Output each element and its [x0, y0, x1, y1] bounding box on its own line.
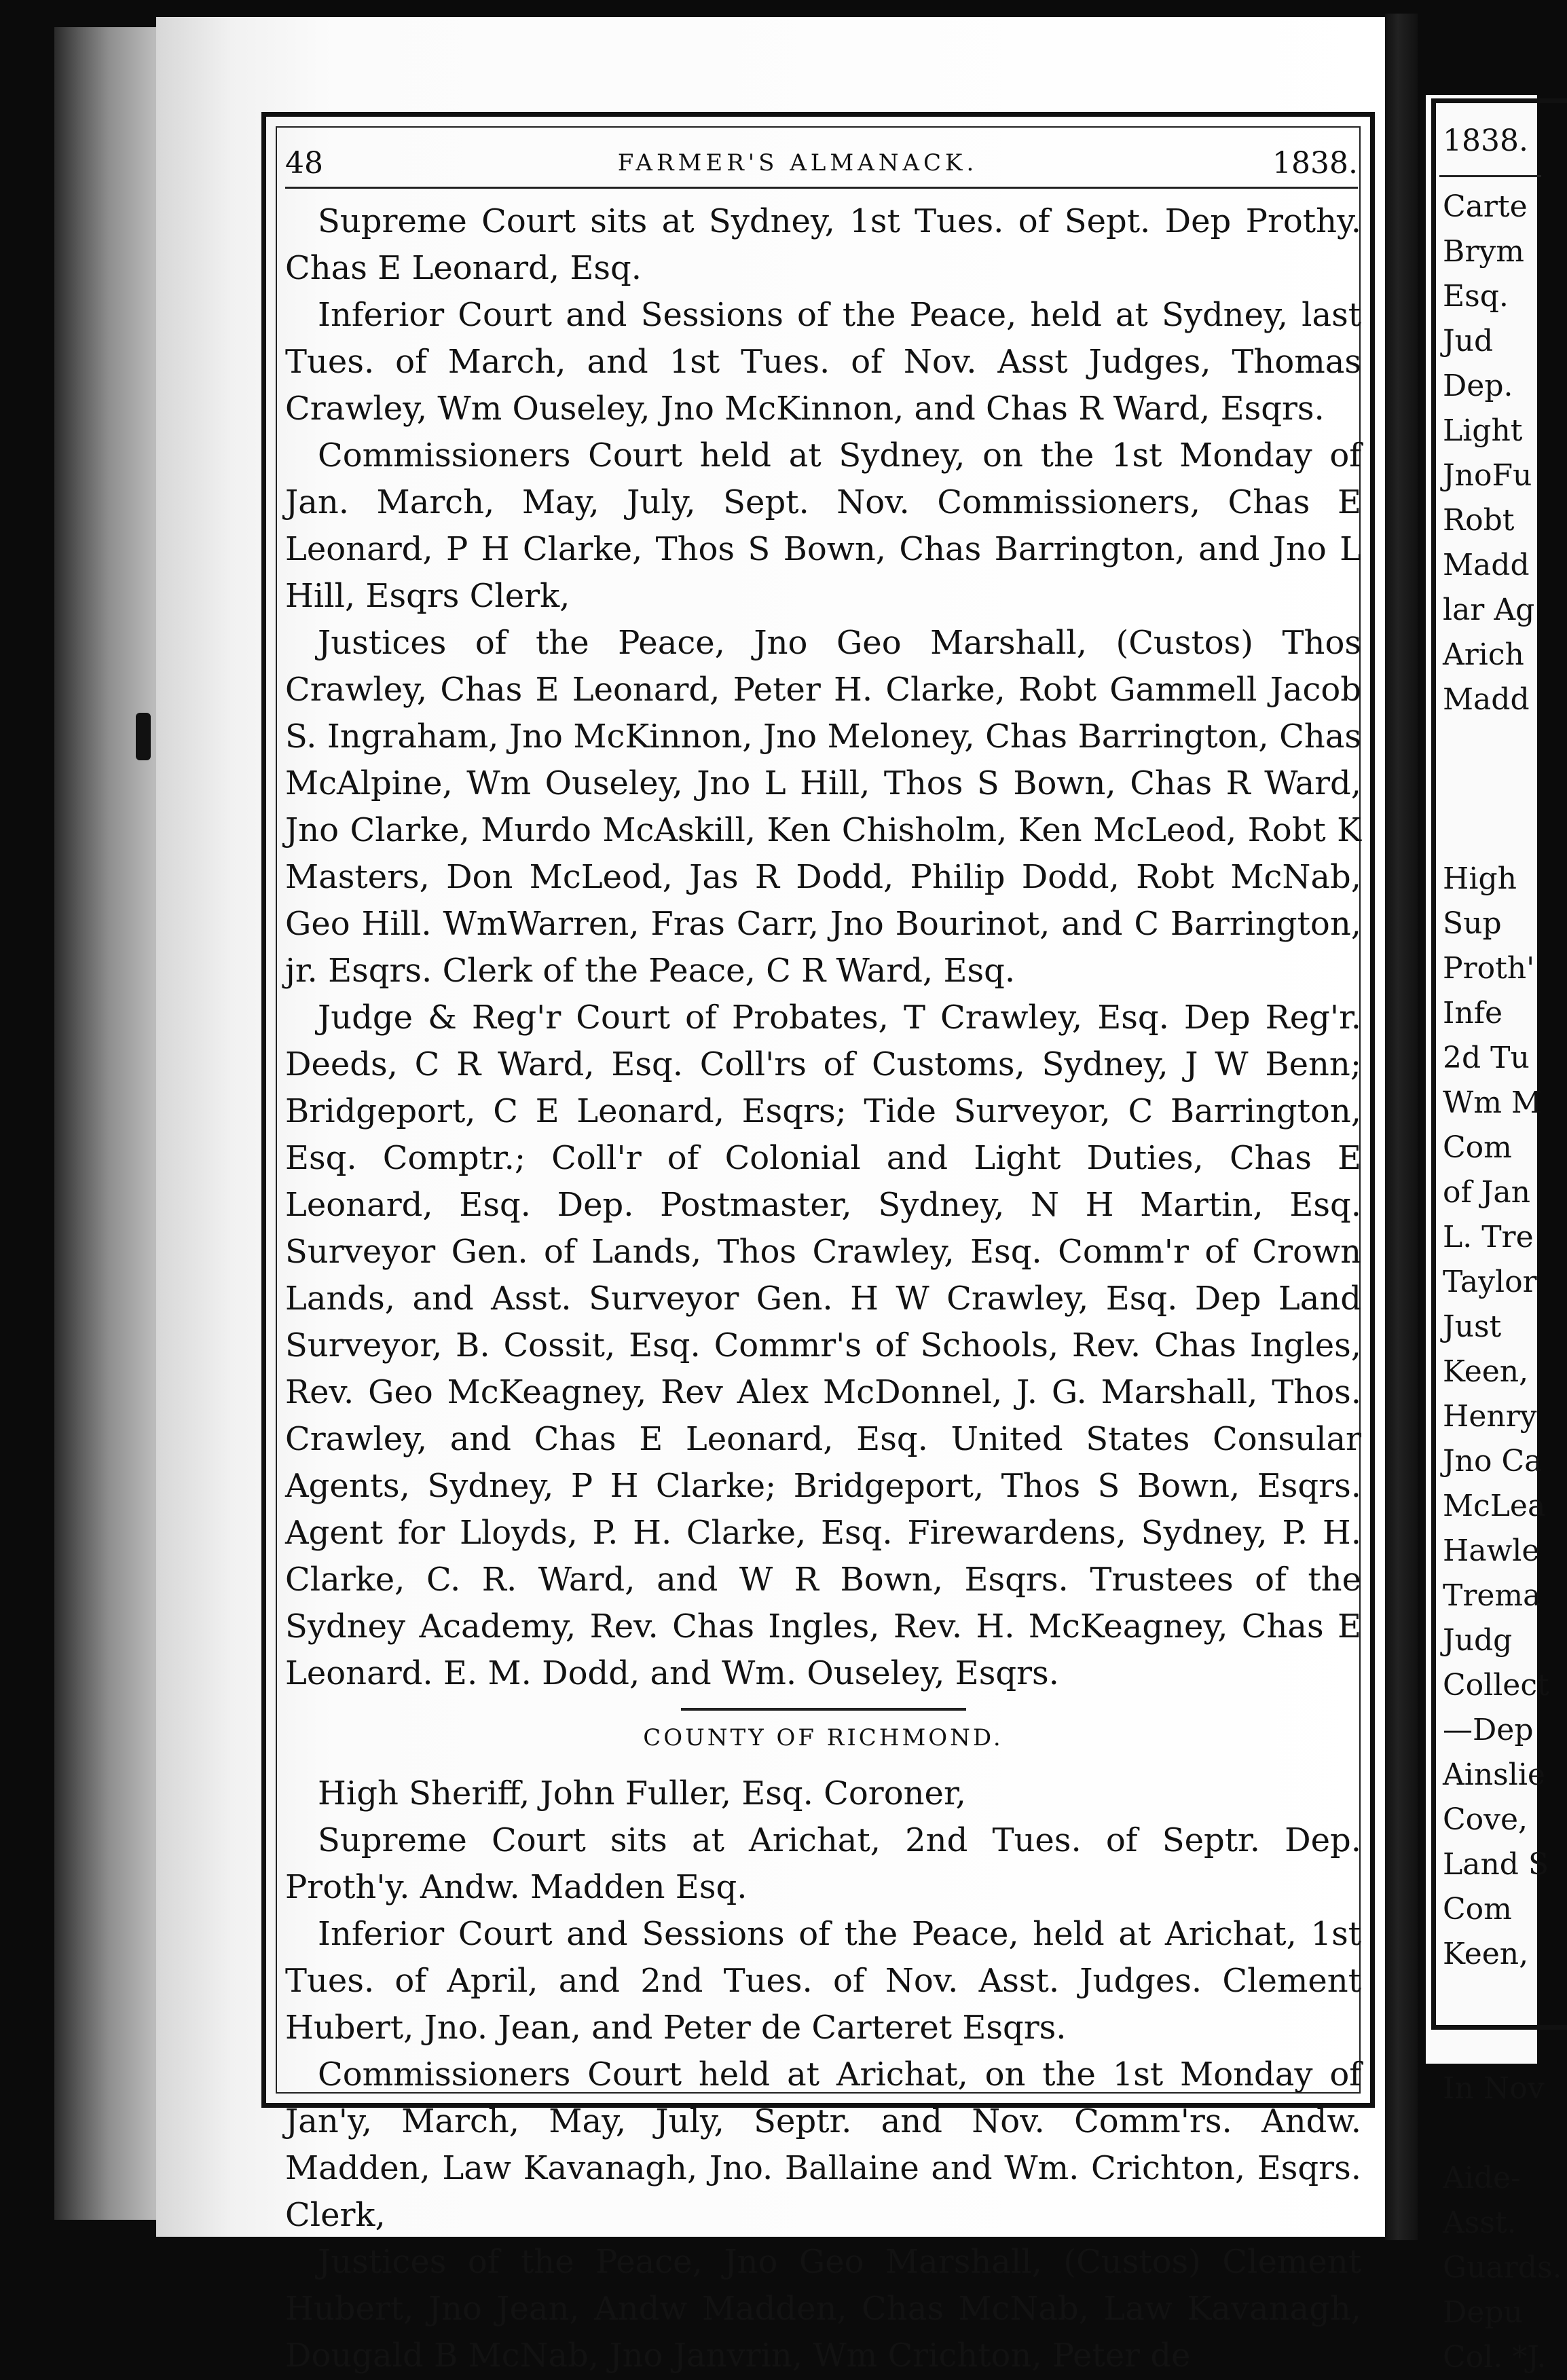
facing-page-rule: [1439, 175, 1541, 177]
facing-line-fragment: [1443, 767, 1538, 812]
paragraph: Supreme Court sits at Sydney, 1st Tues. of Sept. Dep Prothy. Chas E Leonard, Esq.: [285, 202, 1361, 287]
facing-line-fragment: Arich: [1443, 637, 1524, 672]
facing-line-fragment: Just: [1443, 1309, 1502, 1344]
page-body: [285, 198, 1361, 2379]
facing-line-fragment: of Jan: [1443, 1175, 1530, 1210]
facing-page-text: [1443, 185, 1562, 2380]
facing-line-fragment: Taylor: [1443, 1265, 1537, 1299]
facing-line-fragment: Proth': [1443, 951, 1535, 986]
section-divider: [681, 1708, 966, 1711]
facing-line-fragment: JnoFu: [1443, 458, 1532, 493]
facing-line-fragment: Depu: [1443, 2295, 1523, 2330]
paragraph: Supreme Court sits at Arichat, 2nd Tues. of Septr. Dep. Proth'y. Andw. Madden Esq.: [285, 1821, 1361, 1906]
paragraph: Inferior Court and Sessions of the Peace, held at Sydney, last Tues. of March, and 1st Tues. of Nov. Asst Judges, Thomas Crawley, Wm Ouseley, Jno McKinnon, and Chas R Ward, Esqrs.: [285, 296, 1361, 428]
facing-line-fragment: Aide-: [1443, 2161, 1521, 2195]
running-header: [285, 139, 1358, 189]
paragraph: Inferior Court and Sessions of the Peace, held at Arichat, 1st Tues. of April, and 2nd Tues. of Nov. Asst. Judges. Clement Hubert, Jno. Jean, and Peter de Carteret Esqrs.: [285, 1915, 1361, 2047]
facing-line-fragment: Jno Ca: [1443, 1444, 1543, 1479]
facing-line-fragment: Collect: [1443, 1668, 1549, 1703]
facing-line-fragment: Wm M: [1443, 1085, 1542, 1120]
facing-line-fragment: 2d Tu: [1443, 1041, 1530, 1075]
facing-line-fragment: In Nov: [1443, 2071, 1545, 2106]
facing-line-fragment: Keen,: [1443, 1937, 1529, 1971]
facing-page-year: 1838.: [1443, 124, 1528, 158]
facing-line-fragment: Carte: [1443, 189, 1528, 224]
facing-line-fragment: Guards.: [1443, 2250, 1562, 2285]
facing-line-fragment: Hawle: [1443, 1533, 1540, 1568]
facing-line-fragment: Asst.: [1443, 2206, 1517, 2240]
facing-line-fragment: Light: [1443, 413, 1523, 448]
facing-line-fragment: Esq.: [1443, 279, 1509, 314]
facing-line-fragment: Trema: [1443, 1578, 1541, 1613]
section-heading: COUNTY OF RICHMOND.: [643, 1724, 1003, 1751]
binding-mark: [136, 713, 151, 760]
facing-line-fragment: Madd: [1443, 682, 1530, 717]
facing-line-fragment: Robt: [1443, 503, 1515, 538]
facing-line-fragment: Keen,: [1443, 1354, 1529, 1389]
facing-line-fragment: [1443, 2111, 1538, 2156]
book-gutter: [1385, 14, 1418, 2240]
facing-line-fragment: Sup: [1443, 906, 1502, 941]
facing-line-fragment: Madd: [1443, 548, 1530, 582]
page-number: 48: [285, 145, 323, 181]
facing-line-fragment: Com: [1443, 1130, 1512, 1165]
paragraph: High Sheriff, John Fuller, Esq. Coroner,: [318, 1774, 966, 1812]
facing-line-fragment: High: [1443, 861, 1517, 896]
facing-line-fragment: Ainslie: [1443, 1758, 1545, 1792]
facing-line-fragment: Com: [1443, 1892, 1512, 1927]
facing-line-fragment: [1443, 722, 1538, 767]
facing-line-fragment: Infe: [1443, 996, 1503, 1030]
paragraph: Commissioners Court held at Sydney, on the 1st Monday of Jan. March, May, July, Sept. Nov. Commissioners, Chas E Leonard, P H Clarke, Thos S Bown, Chas Barrington, and Jno L Hill, Esqrs Clerk,: [285, 436, 1361, 615]
paragraph: Justices of the Peace, Jno Geo Marshall, (Custos) Clement Hubert, Jno Jean, Andw Madden, Chas McNab, Law Kavanagh, Dougald B McNab, Jno Janvrin, Wm Crichton, Peter de: [285, 2243, 1361, 2375]
facing-line-fragment: Cove,: [1443, 1802, 1528, 1837]
facing-line-fragment: Col. *J.: [1443, 2340, 1547, 2375]
facing-line-fragment: Henry: [1443, 1399, 1537, 1434]
paragraph: Commissioners Court held at Arichat, on the 1st Monday of Jan'y, March, May, July, Septr. and Nov. Comm'rs. Andw. Madden, Law Kavanagh, Jno. Ballaine and Wm. Crichton, Esqrs. Clerk,: [285, 2056, 1361, 2234]
facing-line-fragment: Jud: [1443, 324, 1494, 358]
facing-line-fragment: Dep.: [1443, 369, 1513, 403]
facing-line-fragment: —Dep: [1443, 1713, 1534, 1747]
facing-line-fragment: McLea: [1443, 1489, 1546, 1523]
page-year: 1838.: [1272, 145, 1358, 181]
facing-line-fragment: [1443, 1977, 1538, 2022]
facing-line-fragment: Land S: [1443, 1847, 1549, 1882]
facing-line-fragment: Brym: [1443, 234, 1524, 269]
facing-line-fragment: lar Ag: [1443, 593, 1535, 627]
facing-line-fragment: [1443, 812, 1538, 857]
facing-line-fragment: L. Tre: [1443, 1220, 1534, 1254]
paragraph: Judge & Reg'r Court of Probates, T Crawley, Esq. Dep Reg'r. Deeds, C R Ward, Esq. Coll'rs of Customs, Sydney, J W Benn; Bridgeport, C E Leonard, Esqrs; Tide Surveyor, C Barrington, Esq. Comptr.; Coll'r of Colonial and Light Duties, Chas E Leonard, Esq. Dep. Postmaster, Sydney, N H Martin, Esq. Surveyor Gen. of Lands, Thos Crawley, Esq. Comm'r of Crown Lands, and Asst. Surveyor Gen. H W Crawley, Esq. Dep Land Surveyor, B. Cossit, Esq. Commr's of Schools, Rev. Chas Ingles, Rev. Geo McKeagney, Rev Alex McDonnel, J. G. Marshall, Thos. Crawley, and Chas E Leonard, Esq. United States Consular Agents, Sydney, P H Clarke; Bridgeport, Thos S Bown, Esqrs. Agent for Lloyds, P. H. Clarke, Esq. Firewardens, Sydney, P. H. Clarke, C. R. Ward, and W R Bown, Esqrs. Trustees of the Sydney Academy, Rev. Chas Ingles, Rev. H. McKeagney, Chas E Leonard. E. M. Dodd, and Wm. Ouseley, Esqrs.: [285, 999, 1361, 1692]
paragraph: Justices of the Peace, Jno Geo Marshall, (Custos) Thos Crawley, Chas E Leonard, Peter H. Clarke, Robt Gammell Jacob S. Ingraham, Jno McKinnon, Jno Meloney, Chas Barrington, Chas McAlpine, Wm Ouseley, Jno L Hill, Thos S Bown, Chas R Ward, Jno Clarke, Murdo McAskill, Ken Chisholm, Ken McLeod, Robt K Masters, Don McLeod, Jas R Dodd, Philip Dodd, Robt McNab, Geo Hill. WmWarren, Fras Carr, Jno Bourinot, and C Barrington, jr. Esqrs. Clerk of the Peace, C R Ward, Esq.: [285, 624, 1361, 990]
facing-line-fragment: Judg: [1443, 1623, 1513, 1658]
facing-line-fragment: [1443, 2022, 1538, 2066]
running-title: FARMER'S ALMANACK.: [617, 149, 978, 176]
